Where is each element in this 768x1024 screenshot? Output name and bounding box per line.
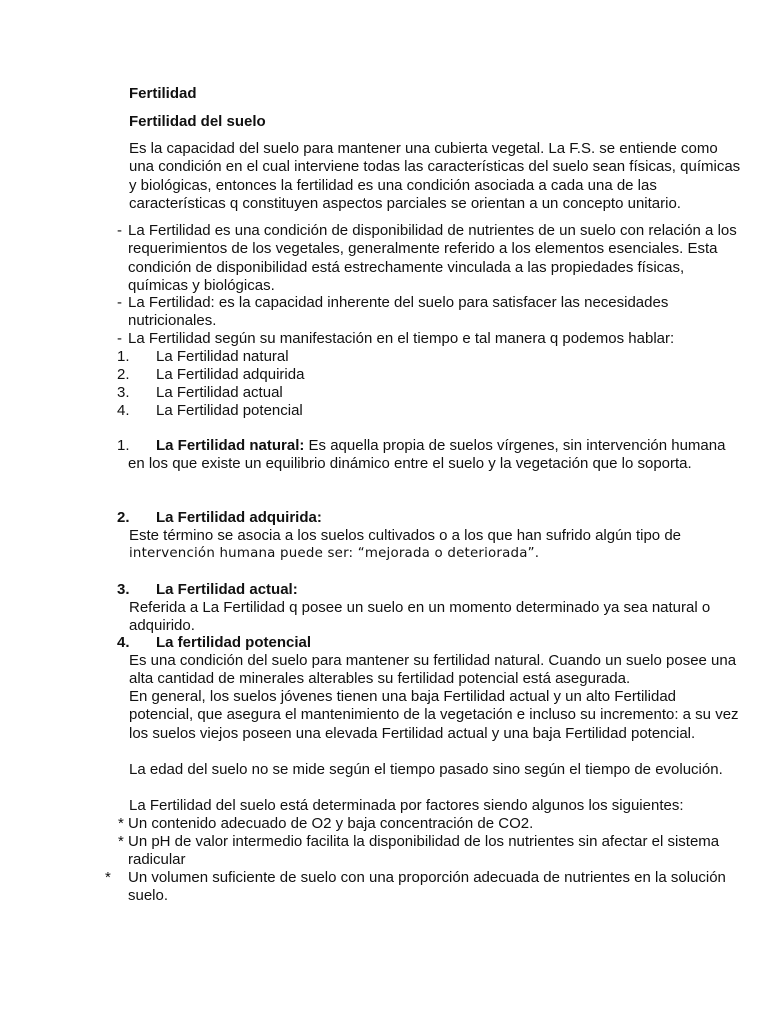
dash-item-text: La Fertilidad: es la capacidad inherente del suelo para satisfacer las necesidades nutricionales.	[128, 294, 669, 330]
dash-item	[117, 222, 747, 295]
section-body: Este término se asocia a los suelos cultivados o a los que han sufrido algún tipo de	[129, 527, 681, 544]
list-number: 2.	[117, 366, 130, 383]
factor-item	[118, 815, 748, 833]
section-natural	[117, 437, 737, 474]
dash-marker: -	[117, 330, 122, 347]
factor-text: Un volumen suficiente de suelo con una proporción adecuada de nutrientes en la solución suelo.	[128, 869, 726, 905]
list-number: 4.	[117, 402, 130, 419]
section-body: intervención humana puede ser: “mejorada o deteriorada”.	[129, 546, 540, 561]
factor-text: Un pH de valor intermedio facilita la disponibilidad de los nutrientes sin afectar el sistema radicular	[128, 833, 720, 869]
dash-item-text: La Fertilidad es una condición de disponibilidad de nutrientes de un suelo con relación a los requerimientos de los vegetales, generalmente referido a los elementos esenciales. Esta condición de disponibilidad está estrechamente vinculada a las propiedades físicas, químicas y biológicas.	[128, 222, 737, 294]
list-number: 3.	[117, 384, 130, 401]
section-number: 2.	[117, 509, 130, 526]
section-number: 3.	[117, 581, 130, 598]
section-number: 4.	[117, 634, 130, 651]
section-title: La fertilidad potencial	[156, 634, 312, 651]
asterisk-marker: *	[118, 815, 124, 832]
list-label: La Fertilidad actual	[156, 384, 283, 401]
section-title: La Fertilidad natural:	[156, 437, 305, 454]
page-heading: Fertilidad	[129, 85, 197, 102]
dash-item	[117, 330, 747, 348]
section-body: En general, los suelos jóvenes tienen una baja Fertilidad actual y un alto Fertilidad potencial, que asegura el mantenimiento de la vegetación e incluso su incremento: a su vez los suelos viejos poseen una elevada Fertilidad actual y una baja Fertilidad potencial.	[129, 688, 739, 742]
section-title: La Fertilidad adquirida:	[156, 509, 322, 526]
list-label: La Fertilidad adquirida	[156, 366, 305, 383]
dash-marker: -	[117, 294, 122, 311]
dash-marker: -	[117, 222, 122, 239]
section-title: La Fertilidad actual:	[156, 581, 298, 598]
list-number: 1.	[117, 348, 130, 365]
list-label: La Fertilidad potencial	[156, 402, 303, 419]
section-body: Es una condición del suelo para mantener su fertilidad natural. Cuando un suelo posee una alta cantidad de minerales alterables su fertilidad potencial está asegurada.	[129, 652, 737, 688]
section-body: La edad del suelo no se mide según el tiempo pasado sino según el tiempo de evolución.	[129, 761, 723, 778]
factor-text: Un contenido adecuado de O2 y baja concentración de CO2.	[128, 815, 534, 832]
section-number: 1.	[117, 437, 130, 454]
intro-paragraph: Es la capacidad del suelo para mantener una cubierta vegetal. La F.S. se entiende como una condición en el cual interviene todas las características del suelo sean físicas, químicas y biológicas, entonces la fertilidad es una condición asociada a cada una de las características q constituyen aspectos parciales se orientan a un concepto unitario.	[129, 140, 741, 212]
section-body: Es aquella propia de suelos vírgenes, sin intervención humana en los que existe un equilibrio dinámico entre el suelo y la vegetación que lo soporta.	[128, 437, 726, 473]
asterisk-marker: *	[118, 833, 124, 850]
list-label: La Fertilidad natural	[156, 348, 289, 365]
dash-item	[117, 294, 747, 331]
section-body: Referida a La Fertilidad q posee un suelo en un momento determinado ya sea natural o adquirido.	[129, 599, 711, 635]
factor-item	[118, 833, 748, 870]
factor-item	[105, 869, 745, 906]
asterisk-marker: *	[105, 869, 111, 886]
dash-item-text: La Fertilidad según su manifestación en el tiempo e tal manera q podemos hablar:	[128, 330, 675, 347]
page-subheading: Fertilidad del suelo	[129, 113, 266, 130]
section-body: La Fertilidad del suelo está determinada por factores siendo algunos los siguientes:	[129, 797, 684, 814]
